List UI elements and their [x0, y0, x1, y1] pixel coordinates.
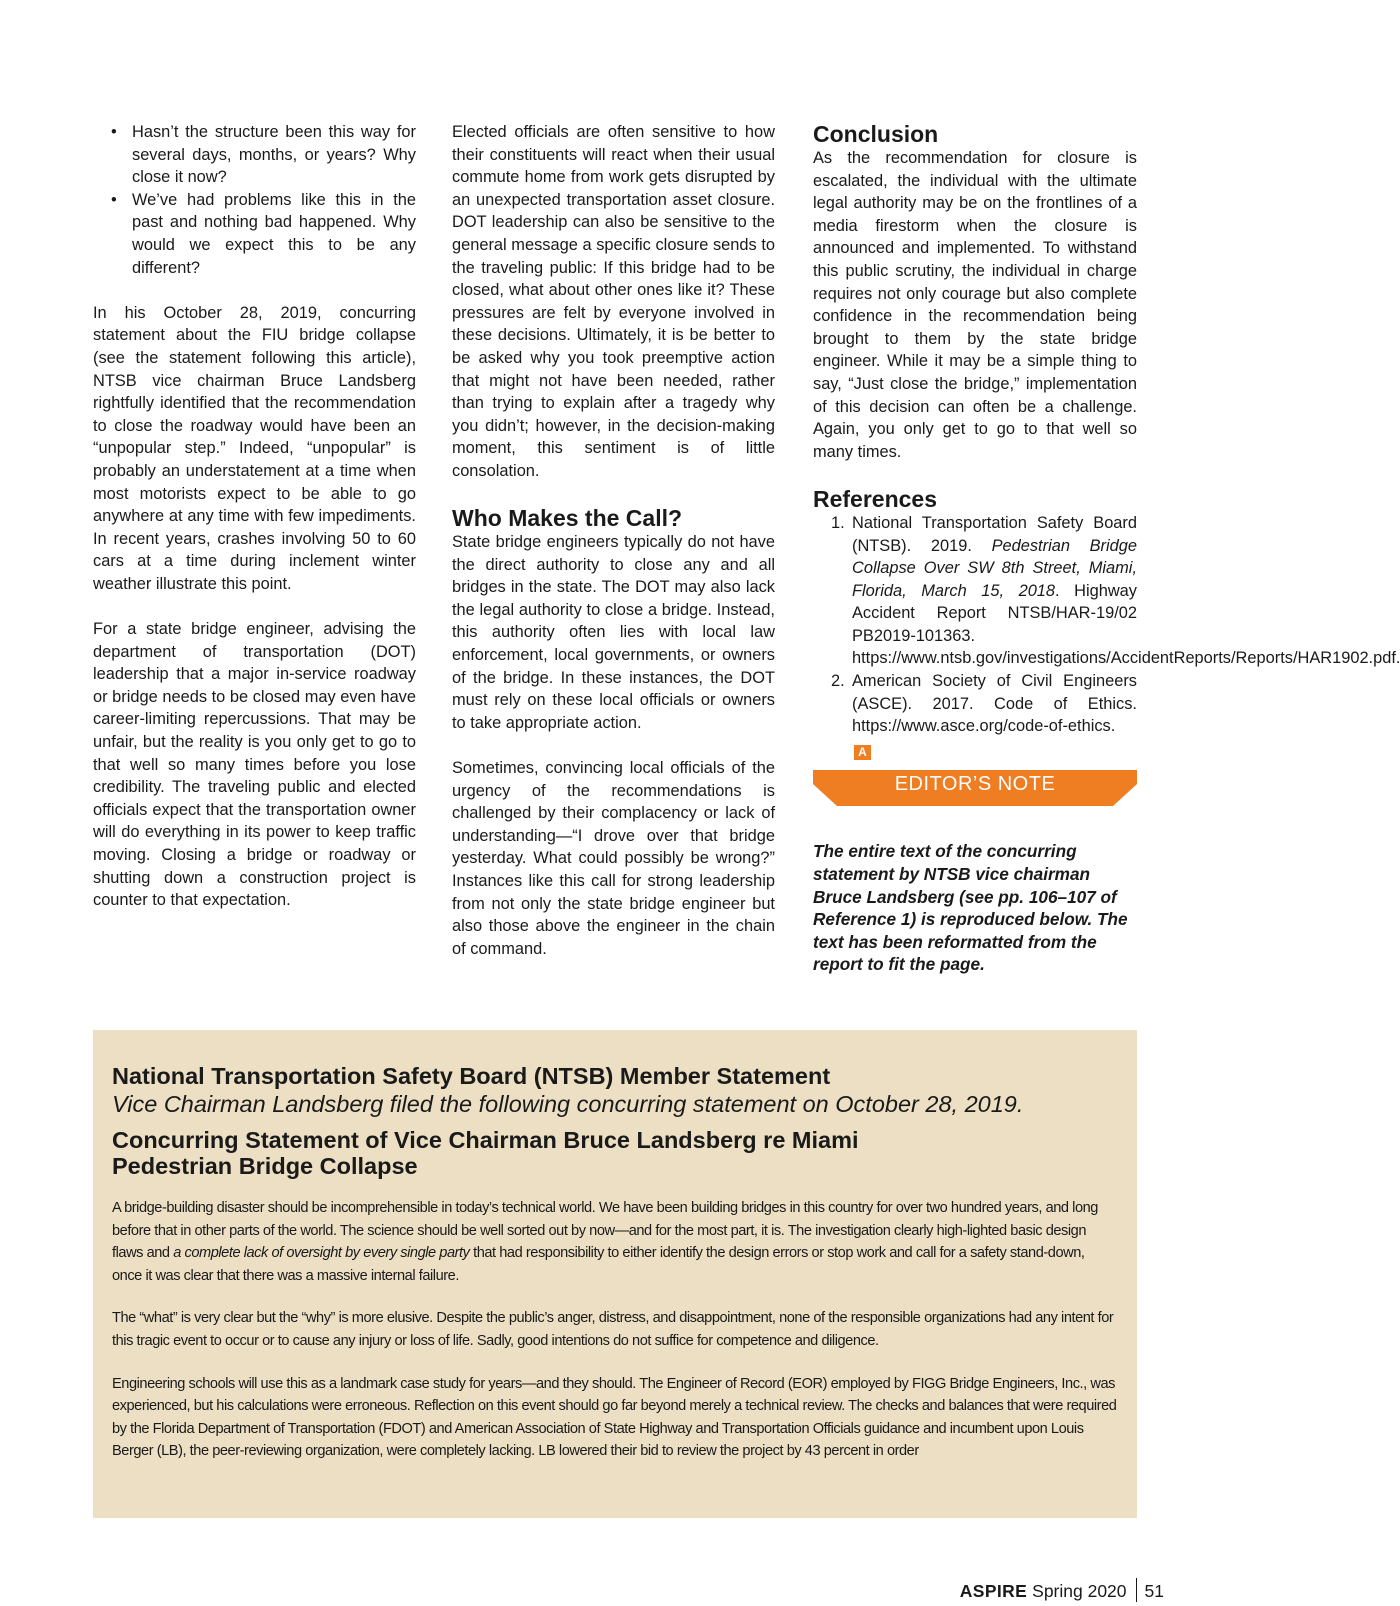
- reference-title: Pedestrian Bridge Collapse Over SW 8th Street, Miami, Florida, March 15, 2018: [852, 536, 1138, 600]
- conclusion-heading: Conclusion: [813, 121, 939, 147]
- section-heading: Who Makes the Call?: [452, 505, 683, 532]
- issue-date: Spring 2020: [1032, 1581, 1127, 1601]
- reference-text: National Transportation Safety Board (NTSB). 2019.: [852, 513, 1137, 555]
- reference-item: [813, 512, 1400, 670]
- ntsb-statement-box: [93, 1030, 1137, 1518]
- statement-text: that had responsibility to either identify the design errors or stop work and call for a safety stand-down, once it was clear that there was a massive internal failure.: [112, 1245, 1085, 1284]
- reference-number: 1.: [831, 513, 845, 532]
- bullet-list: [93, 121, 416, 279]
- footer-divider: [1136, 1578, 1137, 1602]
- reference-number: 2.: [831, 672, 845, 691]
- statement-paragraph: The “what” is very clear but the “why” is more elusive. Despite the public’s anger, distress, and disappointment, none of the responsible organizations had any intent for this tragic event to occur or to cause any injury or loss of life. Sadly, good intentions do not suffice for competence and diligence.: [112, 1310, 1114, 1349]
- reference-text: . Highway Accident Report NTSB/HAR-19/02 PB2019-101363. https://www.ntsb.gov/investigations/AccidentReports/Reports/HAR1902.pdf.: [852, 581, 1400, 668]
- statement-emphasis: a complete lack of oversight by every single party: [173, 1245, 470, 1262]
- page-number: 51: [1144, 1581, 1164, 1601]
- statement-paragraph: [112, 1197, 1117, 1287]
- statement-subtitle: Vice Chairman Landsberg filed the following concurring statement on October 28, 2019.: [112, 1091, 1024, 1117]
- paragraph: State bridge engineers typically do not have the direct authority to close any and all bridges in the state. The DOT may also lack the legal authority to close a bridge. Instead, this authority often lies with local law enforcement, local governments, or owners of the bridge. In these instances, the DOT must rely on these local officials or owners to take appropriate action.: [452, 533, 775, 732]
- paragraph: As the recommendation for closure is escalated, the individual with the ultimate legal authority may be on the frontlines of a media firestorm when the closure is announced and implemented. To withstand this public scrutiny, the individual in charge requires not only courage but also complete confidence in the recommendation being brought to them by the state bridge engineer. While it may be a simple thing to say, “Just close the bridge,” implementation of this decision can often be a challenge. Again, you only get to go to that well so many times.: [813, 149, 1137, 461]
- reference-item: [813, 670, 1137, 760]
- statement-text: A bridge-building disaster should be incomprehensible in today’s technical world. We have been building bridges in this country for over two hundred years, and long before that in other parts of the world. The science should be well sorted out by now—and for the most part, it is. The investigation clearly high-lighted basic design flaws and: [112, 1200, 1098, 1262]
- column-2: [452, 121, 775, 983]
- statement-paragraph: Engineering schools will use this as a landmark case study for years—and they should. The Engineer of Record (EOR) employed by FIGG Bridge Engineers, Inc., was experienced, but his calculations were erroneous. Reflection on this event should go far beyond merely a technical review. The checks and balances that were required by the Florida Department of Transportation (FDOT) and American Association of State Highway and Transportation Officials guidance and incumbent upon Louis Berger (LB), the peer-reviewing organization, were completely lacking. LB lowered their bid to review the project by 43 percent in order: [112, 1375, 1117, 1460]
- bullet-item: • We’ve had problems like this in the past and nothing bad happened. Why would we expect this to be any different?: [93, 189, 416, 279]
- aspire-end-mark-icon: A: [854, 745, 871, 760]
- statement-heading: Concurring Statement of Vice Chairman Bruce Landsberg re Miami Pedestrian Bridge Collapse: [112, 1127, 859, 1179]
- editors-note-label: EDITOR’S NOTE: [894, 773, 1056, 796]
- column-3: [813, 121, 1400, 976]
- paragraph: For a state bridge engineer, advising the department of transportation (DOT) leadership that a major in-service roadway or bridge needs to be closed may even have career-limiting repercussions. That may be unfair, but the reality is you only get to go to that well so many times before you lose credibility. The traveling public and elected officials expect that the transportation owner will do everything in its power to keep traffic moving. Closing a bridge or roadway or shutting down a construction project is counter to that expectation.: [93, 620, 416, 910]
- editors-note-banner: [813, 770, 1137, 806]
- paragraph: Sometimes, convincing local officials of the urgency of the recommendations is challenged by their complacency or lack of understanding—“I drove over that bridge yesterday. What could possibly be wrong?” Instances like this call for strong leadership from not only the state bridge engineer but also those above the engineer in the chain of command.: [452, 759, 775, 958]
- paragraph: In his October 28, 2019, concurring statement about the FIU bridge collapse (see the statement following this article), NTSB vice chairman Bruce Landsberg rightfully identified that the recommendation to close the roadway would have been an “unpopular step.” Indeed, “unpopular” is probably an understatement at a time when most motorists expect to be able to go anywhere at any time with few impediments. In recent years, crashes involving 50 to 60 cars at a time during inclement winter weather illustrate this point.: [93, 303, 416, 593]
- column-1: [93, 121, 416, 934]
- page-footer: [960, 1578, 1164, 1602]
- statement-title: National Transportation Safety Board (NTSB) Member Statement: [112, 1063, 831, 1089]
- reference-text: American Society of Civil Engineers (ASCE). 2017. Code of Ethics. https://www.asce.org/code-of-ethics.: [852, 672, 1137, 736]
- paragraph: Elected officials are often sensitive to how their constituents will react when their usual commute home from work gets disrupted by an unexpected transportation asset closure. DOT leadership can also be sensitive to the general message a specific closure sends to the traveling public: If this bridge had to be closed, what about other ones like it? These pressures are felt by everyone involved in these decisions. Ultimately, it is be better to be asked why you took preemptive action that might not have been needed, rather than trying to explain after a tragedy why you didn’t; however, in the decision-making moment, this sentiment is of little consolation.: [452, 123, 775, 480]
- reference-list: [813, 512, 1400, 761]
- magazine-name: ASPIRE: [959, 1581, 1028, 1601]
- editors-note-text: The entire text of the concurring statement by NTSB vice chairman Bruce Landsberg (see pp. 106–107 of Reference 1) is reproduced below. The text has been reformatted from the report to fit the page.: [813, 841, 1128, 975]
- bullet-item: • Hasn’t the structure been this way for several days, months, or years? Why close it now?: [93, 121, 416, 189]
- references-heading: References: [813, 485, 938, 512]
